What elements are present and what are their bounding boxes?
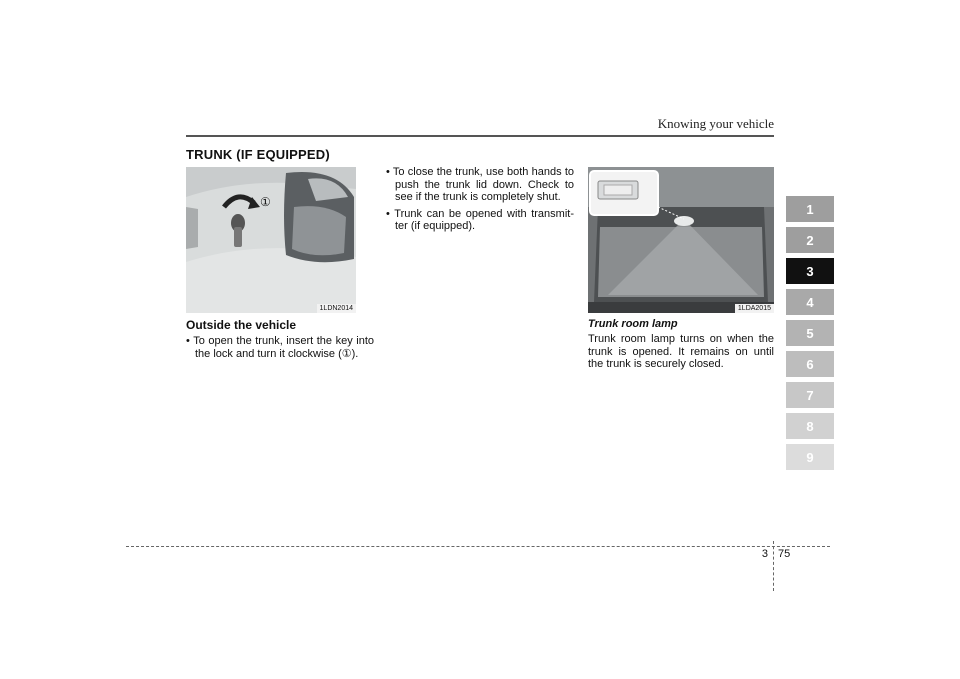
outside-vehicle-text xyxy=(186,335,374,364)
page-number-divider xyxy=(773,541,774,591)
trunk-lamp-text: Trunk room lamp turns on when the trunk is opened. It remains on until the trunk is securely closed. xyxy=(588,333,774,370)
trunk-close-instructions xyxy=(386,166,574,237)
chapter-tab-2[interactable]: 2 xyxy=(786,227,834,253)
running-header: Knowing your vehicle xyxy=(657,116,774,131)
outside-vehicle-heading: Outside the vehicle xyxy=(186,318,297,332)
bullet-close-trunk: • To close the trunk, use both hands to push the trunk lid down. Check to see if the trunk is completely shut. xyxy=(386,166,574,204)
page-chapter-number: 3 xyxy=(761,548,768,560)
chapter-tab-6[interactable]: 6 xyxy=(786,351,834,377)
figure-code: 1LDN2014 xyxy=(317,304,356,313)
bullet-transmitter: • Trunk can be opened with transmit-ter (if equipped). xyxy=(386,208,574,233)
rotation-marker: ① xyxy=(260,195,271,209)
chapter-tabs xyxy=(786,196,834,475)
trunk-lock-illustration xyxy=(186,167,356,313)
figure-code: 1LDA2015 xyxy=(735,304,774,313)
page-number: 75 xyxy=(778,548,791,560)
section-title: TRUNK (IF EQUIPPED) xyxy=(186,147,330,162)
trunk-lamp-drawing xyxy=(588,167,774,313)
header-rule xyxy=(186,135,774,137)
chapter-tab-3[interactable]: 3 xyxy=(786,258,834,284)
trunk-lamp-heading: Trunk room lamp xyxy=(588,318,678,330)
chapter-tab-5[interactable]: 5 xyxy=(786,320,834,346)
chapter-tab-4[interactable]: 4 xyxy=(786,289,834,315)
bullet-open-trunk: • To open the trunk, insert the key into the lock and turn it clockwise (①). xyxy=(186,335,374,360)
chapter-tab-8[interactable]: 8 xyxy=(786,413,834,439)
chapter-tab-9[interactable]: 9 xyxy=(786,444,834,470)
trunk-lock-drawing xyxy=(186,167,356,313)
chapter-tab-1[interactable]: 1 xyxy=(786,196,834,222)
trunk-lamp-illustration xyxy=(588,167,774,313)
footer-rule xyxy=(126,546,830,547)
chapter-tab-7[interactable]: 7 xyxy=(786,382,834,408)
